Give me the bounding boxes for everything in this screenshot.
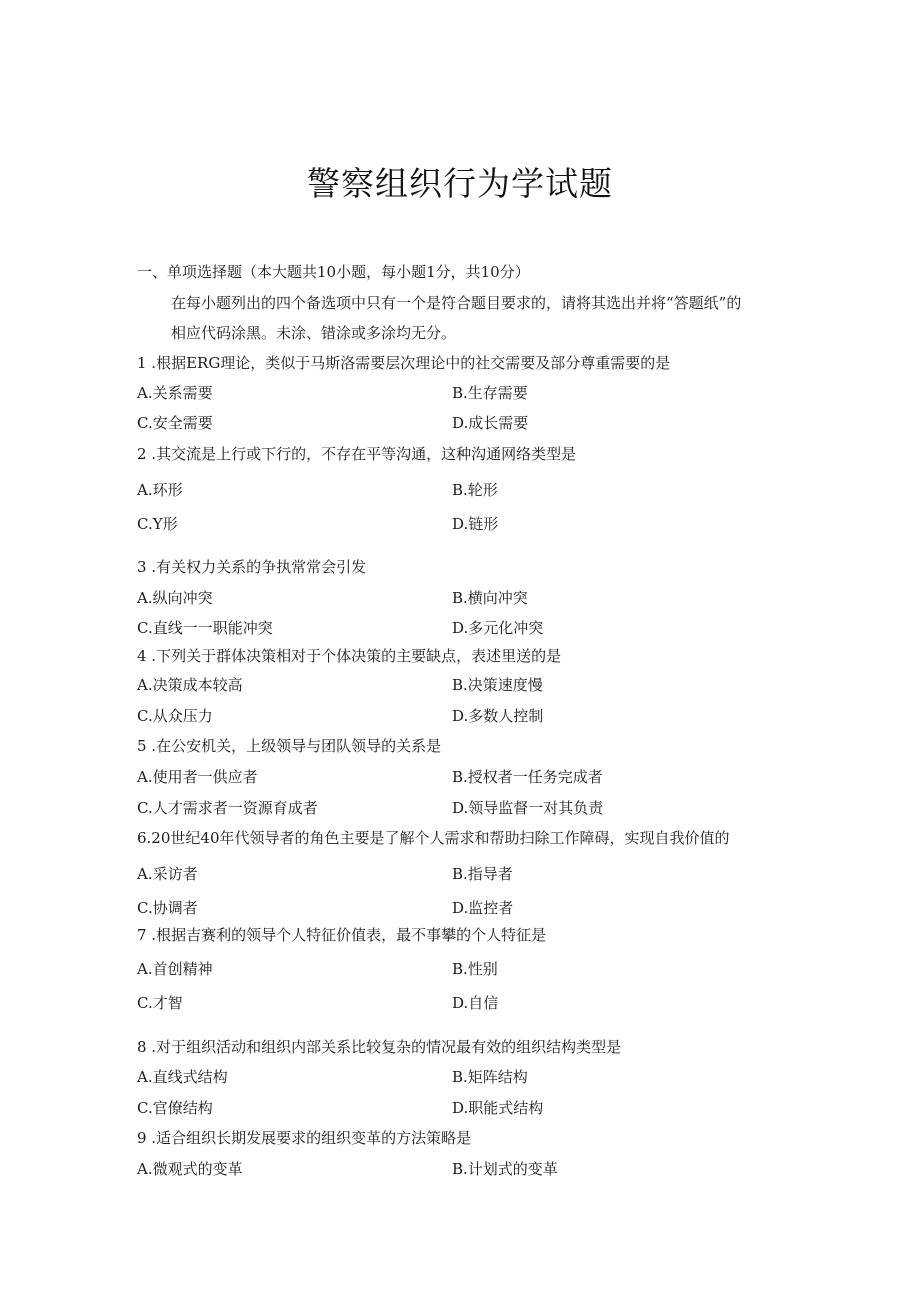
question-text: 7 .根据吉赛利的领导个人特征价值表，最不事攀的个人特征是	[137, 926, 547, 944]
option-b: B.指导者	[452, 865, 513, 883]
option-a: A.环形	[137, 481, 183, 499]
section-heading: 一、单项选择题（本大题共10小题，每小题1分，共10分）	[137, 263, 530, 281]
question-text: 2 .其交流是上行或下行的，不存在平等沟通，这种沟通网络类型是	[137, 445, 577, 463]
option-d: D.成长需要	[452, 414, 529, 432]
option-c: C.直线一一职能冲突	[137, 619, 273, 637]
option-d: D.多元化冲突	[452, 619, 544, 637]
option-a: A.纵向冲突	[137, 589, 213, 607]
option-a: A.采访者	[137, 865, 198, 883]
question-text: 9 .适合组织长期发展要求的组织变革的方法策略是	[137, 1129, 472, 1147]
option-c: C.官僚结构	[137, 1099, 213, 1117]
option-c: C.Y形	[137, 515, 178, 533]
option-c: C.从众压力	[137, 707, 213, 725]
option-d: D.领导监督一对其负责	[452, 799, 604, 817]
page-title: 警察组织行为学试题	[307, 164, 613, 203]
option-b: B.横向冲突	[452, 589, 528, 607]
question-text: 5 .在公安机关，上级领导与团队领导的关系是	[137, 737, 442, 755]
option-c: C.安全需要	[137, 414, 213, 432]
question-text: 8 .对于组织活动和组织内部关系比较复杂的情况最有效的组织结构类型是	[137, 1038, 622, 1056]
option-a: A.微观式的变革	[137, 1160, 243, 1178]
option-b: B.计划式的变革	[452, 1160, 558, 1178]
option-b: B.决策速度慢	[452, 676, 543, 694]
option-b: B.生存需要	[452, 384, 528, 402]
question-text: 1 .根据ERG理论，类似于马斯洛需要层次理论中的社交需要及部分尊重需要的是	[137, 354, 671, 372]
question-text: 6.20世纪40年代领导者的角色主要是了解个人需求和帮助扫除工作障碍，实现自我价值的	[137, 829, 730, 847]
question-text: 3 .有关权力关系的争执常常会引发	[137, 558, 367, 576]
option-a: A.使用者一供应者	[137, 768, 258, 786]
option-d: D.自信	[452, 994, 499, 1012]
option-b: B.授权者一任务完成者	[452, 768, 603, 786]
option-d: D.监控者	[452, 899, 514, 917]
option-a: A.首创精神	[137, 960, 213, 978]
option-d: D.职能式结构	[452, 1099, 544, 1117]
question-text: 4 .下列关于群体决策相对于个体决策的主要缺点，表述里送的是	[137, 647, 562, 665]
option-b: B.矩阵结构	[452, 1068, 528, 1086]
option-c: C.人才需求者一资源育成者	[137, 799, 318, 817]
instruction-line: 在每小题列出的四个备选项中只有一个是符合题目要求的，请将其选出并将“答题纸”的	[171, 294, 742, 312]
option-d: D.多数人控制	[452, 707, 544, 725]
option-a: A.关系需要	[137, 384, 213, 402]
option-b: B.性别	[452, 960, 498, 978]
option-a: A.直线式结构	[137, 1068, 228, 1086]
option-a: A.决策成本较高	[137, 676, 243, 694]
instruction-line: 相应代码涂黑。未涂、错涂或多涂均无分。	[171, 324, 457, 342]
option-d: D.链形	[452, 515, 499, 533]
option-c: C.才智	[137, 994, 183, 1012]
option-c: C.协调者	[137, 899, 198, 917]
option-b: B.轮形	[452, 481, 498, 499]
